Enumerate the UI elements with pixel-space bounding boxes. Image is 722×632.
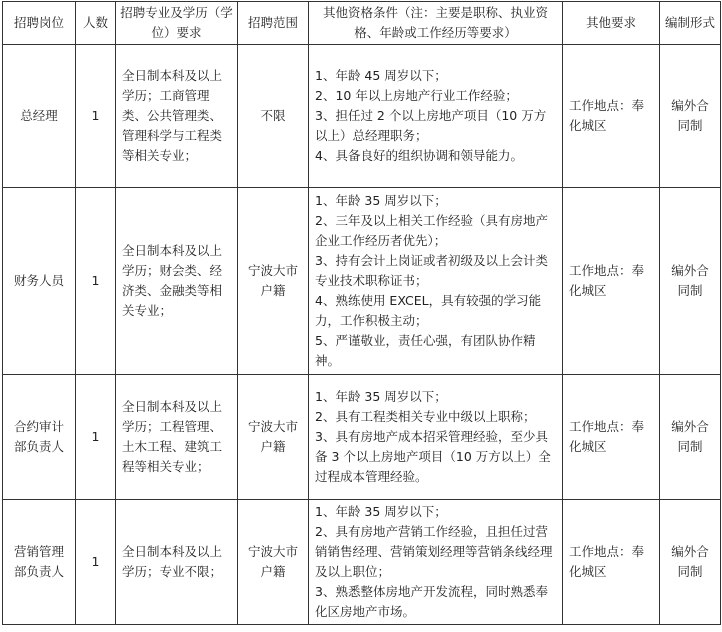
table-row <box>3 375 721 500</box>
qualification-line: 2、具有工程类相关专业中级以上职称； <box>315 409 536 424</box>
table-row <box>3 500 721 625</box>
cell-major: 全日制本科及以上学历；财会类、经济类、金融类等相关专业； <box>116 188 238 375</box>
recruitment-table <box>2 1 721 625</box>
cell-staffing: 编外合同制 <box>660 188 721 375</box>
cell-other: 工作地点：奉化城区 <box>563 500 660 625</box>
header-qualifications: 其他资格条件（注：主要是职称、执业资格、年龄或工作经历等要求） <box>309 2 563 45</box>
cell-qualifications <box>309 375 563 500</box>
header-staffing: 编制形式 <box>660 2 721 45</box>
cell-scope: 宁波大市户籍 <box>238 375 309 500</box>
cell-qualifications <box>309 188 563 375</box>
qualification-line: 3、担任过 2 个以上房地产项目（10 万方以上）总经理职务； <box>315 108 547 143</box>
header-scope: 招聘范围 <box>238 2 309 45</box>
table-row <box>3 188 721 375</box>
cell-position: 营销管理部负责人 <box>3 500 76 625</box>
qualification-line: 1、年龄 35 周岁以下； <box>315 504 447 519</box>
cell-major: 全日制本科及以上学历；工程管理、土木工程、建筑工程等相关专业； <box>116 375 238 500</box>
header-row <box>3 2 721 45</box>
cell-scope: 宁波大市户籍 <box>238 500 309 625</box>
qualification-line: 3、持有会计上岗证或者初级及以上会计类专业技术职称证书； <box>315 253 548 288</box>
qualification-line: 2、10 年以上房地产行业工作经验； <box>315 88 518 103</box>
qualification-line: 3、具有房地产成本招采管理经验，至少具备 3 个以上房地产项目（10 万方以上）全过程成本管理经验。 <box>315 429 551 484</box>
cell-staffing: 编外合同制 <box>660 375 721 500</box>
table-row <box>3 45 721 188</box>
cell-count: 1 <box>76 45 116 188</box>
cell-other: 工作地点：奉化城区 <box>563 375 660 500</box>
cell-qualifications <box>309 500 563 625</box>
qualification-line: 1、年龄 45 周岁以下； <box>315 68 447 83</box>
cell-count: 1 <box>76 500 116 625</box>
qualification-line: 4、具备良好的组织协调和领导能力。 <box>315 148 523 163</box>
cell-scope: 不限 <box>238 45 309 188</box>
header-major: 招聘专业及学历（学位）要求 <box>116 2 238 45</box>
cell-scope: 宁波大市户籍 <box>238 188 309 375</box>
cell-major: 全日制本科及以上学历；工商管理类、公共管理类、管理科学与工程类等相关专业； <box>116 45 238 188</box>
cell-major: 全日制本科及以上学历；专业不限； <box>116 500 238 625</box>
cell-position: 总经理 <box>3 45 76 188</box>
cell-staffing: 编外合同制 <box>660 45 721 188</box>
qualification-line: 2、具有房地产营销工作经验，且担任过营销销售经理、营销策划经理等营销条线经理及以上职位； <box>315 524 553 579</box>
header-other: 其他要求 <box>563 2 660 45</box>
cell-staffing: 编外合同制 <box>660 500 721 625</box>
header-position: 招聘岗位 <box>3 2 76 45</box>
qualification-line: 1、年龄 35 周岁以下； <box>315 193 447 208</box>
header-count: 人数 <box>76 2 116 45</box>
cell-qualifications <box>309 45 563 188</box>
cell-count: 1 <box>76 375 116 500</box>
qualification-line: 1、年龄 35 周岁以下； <box>315 389 447 404</box>
cell-count: 1 <box>76 188 116 375</box>
cell-other: 工作地点：奉化城区 <box>563 45 660 188</box>
qualification-line: 2、三年及以上相关工作经验（具有房地产企业工作经历者优先）； <box>315 213 548 248</box>
qualification-line: 4、熟练使用 EXCEL，具有较强的学习能力，工作积极主动； <box>315 293 542 328</box>
cell-other: 工作地点：奉化城区 <box>563 188 660 375</box>
cell-position: 合约审计部负责人 <box>3 375 76 500</box>
qualification-line: 3、熟悉整体房地产开发流程，同时熟悉奉化区房地产市场。 <box>315 584 548 619</box>
qualification-line: 5、严谨敬业，责任心强，有团队协作精神。 <box>315 333 536 368</box>
cell-position: 财务人员 <box>3 188 76 375</box>
